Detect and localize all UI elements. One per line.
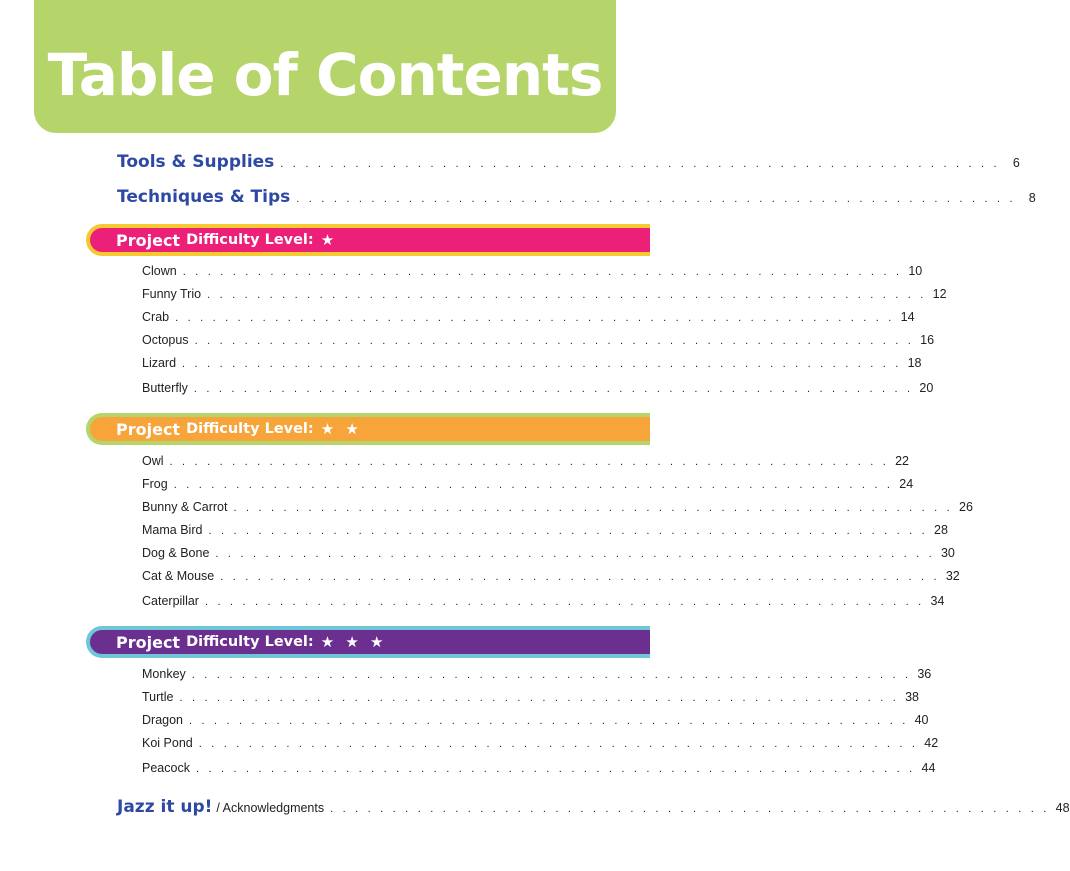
page-number: 20 (919, 381, 934, 395)
page-number: 30 (940, 546, 955, 560)
dot-leader: . . . . . . . . . . . . . . . . . . . . . . . . . . . . . . . . . . . . . . . . . . . . . . . . . . . . . . . . . . (173, 479, 894, 491)
page-number: 18 (907, 356, 922, 370)
toc-entry-butterfly[interactable] (142, 381, 934, 399)
toc-entry-title: Monkey (142, 667, 186, 681)
toc-entry-subtitle: / Acknowledgments (216, 801, 325, 815)
toc-entry-title: Dragon (142, 713, 183, 727)
toc-entry-title: Jazz it up! (117, 797, 213, 817)
dot-leader: . . . . . . . . . . . . . . . . . . . . . . . . . . . . . . . . . . . . . . . . . . . . . . . . . . . . . . . . . . (207, 289, 927, 301)
toc-entry-koi-pond[interactable] (142, 736, 939, 754)
dot-leader: . . . . . . . . . . . . . . . . . . . . . . . . . . . . . . . . . . . . . . . . . . . . . . . . . . . . . . . . . . (179, 692, 899, 704)
toc-entry-peacock[interactable] (142, 761, 936, 779)
difficulty-label: Difficulty Level: (186, 634, 314, 650)
page-number: 28 (934, 523, 948, 537)
toc-entry-bunny-carrot[interactable] (142, 500, 973, 518)
toc-entry-title: Butterfly (142, 381, 188, 395)
toc-entry-title: Mama Bird (142, 523, 203, 537)
page-number: 44 (921, 761, 936, 775)
toc-entry-title: Techniques & Tips (117, 187, 291, 207)
toc-entry-lizard[interactable] (142, 356, 922, 374)
dot-leader: . . . . . . . . . . . . . . . . . . . . . . . . . . . . . . . . . . . . . . . . . . . . . . . . . . . . . . . . . . (220, 571, 940, 583)
toc-entry-dog-bone[interactable] (142, 546, 955, 564)
page-number: 8 (1028, 191, 1036, 205)
dot-leader: . . . . . . . . . . . . . . . . . . . . . . . . . . . . . . . . . . . . . . . . . . . . . . . . . . . . . . . . . . (330, 803, 1050, 815)
dot-leader: . . . . . . . . . . . . . . . . . . . . . . . . . . . . . . . . . . . . . . . . . . . . . . . . . . . . . . . . . . (198, 738, 919, 750)
toc-entry-mama-bird[interactable] (142, 523, 948, 541)
toc-entry-clown[interactable] (142, 264, 923, 282)
dot-leader: . . . . . . . . . . . . . . . . . . . . . . . . . . . . . . . . . . . . . . . . . . . . . . . . . . . . . . . . . . (195, 763, 916, 775)
dot-leader: . . . . . . . . . . . . . . . . . . . . . . . . . . . . . . . . . . . . . . . . . . . . . . . . . . . . . . . . . . (194, 335, 915, 347)
page-number: 6 (1012, 156, 1020, 170)
project-word: Project (116, 230, 181, 250)
dot-leader: . . . . . . . . . . . . . . . . . . . . . . . . . . . . . . . . . . . . . . . . . . . . . . . . . . . . . . . . . . (204, 596, 925, 608)
toc-entry-caterpillar[interactable] (142, 594, 945, 612)
difficulty-label: Difficulty Level: (186, 421, 314, 437)
dot-leader: . . . . . . . . . . . . . . . . . . . . . . . . . . . . . . . . . . . . . . . . . . . . . . . . . . . . . . . . . . (169, 456, 889, 468)
page-number: 24 (899, 477, 914, 491)
toc-entry-title: Dog & Bone (142, 546, 210, 560)
toc-entry-title: Peacock (142, 761, 190, 775)
toc-entry-title: Turtle (142, 690, 174, 704)
dot-leader: . . . . . . . . . . . . . . . . . . . . . . . . . . . . . . . . . . . . . . . . . . . . . . . . . . . . . . . . . . (280, 158, 1000, 170)
toc-entry-title: Bunny & Carrot (142, 500, 228, 514)
dot-leader: . . . . . . . . . . . . . . . . . . . . . . . . . . . . . . . . . . . . . . . . . . . . . . . . . . . . . . . . . . (208, 525, 928, 537)
page-number: 36 (917, 667, 932, 681)
dot-leader: . . . . . . . . . . . . . . . . . . . . . . . . . . . . . . . . . . . . . . . . . . . . . . . . . . . . . . . . . . (182, 358, 902, 370)
page-number: 16 (920, 333, 935, 347)
dot-leader: . . . . . . . . . . . . . . . . . . . . . . . . . . . . . . . . . . . . . . . . . . . . . . . . . . . . . . . . . . (215, 548, 935, 560)
page-number: 34 (930, 594, 945, 608)
page-number: 48 (1055, 801, 1070, 815)
page-number: 32 (945, 569, 960, 583)
toc-entry-title: Koi Pond (142, 736, 193, 750)
project-word: Project (116, 419, 181, 439)
toc-entry-frog[interactable] (142, 477, 914, 495)
toc-entry-jazz-it-up[interactable] (117, 797, 1070, 823)
title-banner (34, 0, 616, 133)
page-number: 40 (914, 713, 929, 727)
page-number: 26 (959, 500, 973, 514)
toc-entry-cat-mouse[interactable] (142, 569, 960, 587)
dot-leader: . . . . . . . . . . . . . . . . . . . . . . . . . . . . . . . . . . . . . . . . . . . . . . . . . . . . . . . . . . (175, 312, 895, 324)
page-number: 42 (924, 736, 939, 750)
dot-leader: . . . . . . . . . . . . . . . . . . . . . . . . . . . . . . . . . . . . . . . . . . . . . . . . . . . . . . . . . . (296, 193, 1016, 205)
toc-entry-tools-supplies[interactable] (117, 152, 1020, 178)
page-title: Table of Contents (47, 41, 603, 109)
dot-leader: . . . . . . . . . . . . . . . . . . . . . . . . . . . . . . . . . . . . . . . . . . . . . . . . . . . . . . . . . . (193, 383, 914, 395)
toc-entry-dragon[interactable] (142, 713, 929, 731)
page-number: 38 (905, 690, 919, 704)
difficulty-label: Difficulty Level: (186, 232, 314, 248)
star-icon: ★ ★ ★ (320, 633, 387, 651)
toc-entry-title: Octopus (142, 333, 189, 347)
toc-entry-title: Frog (142, 477, 168, 491)
page-number: 14 (900, 310, 915, 324)
toc-entry-title: Caterpillar (142, 594, 199, 608)
page-number: 22 (895, 454, 909, 468)
toc-entry-monkey[interactable] (142, 667, 932, 685)
dot-leader: . . . . . . . . . . . . . . . . . . . . . . . . . . . . . . . . . . . . . . . . . . . . . . . . . . . . . . . . . . (191, 669, 912, 681)
page-number: 12 (932, 287, 947, 301)
page-number: 10 (908, 264, 923, 278)
toc-entry-techniques-tips[interactable] (117, 187, 1036, 213)
star-icon: ★ (320, 231, 338, 249)
toc-entry-crab[interactable] (142, 310, 915, 328)
toc-entry-title: Lizard (142, 356, 177, 370)
dot-leader: . . . . . . . . . . . . . . . . . . . . . . . . . . . . . . . . . . . . . . . . . . . . . . . . . . . . . . . . . . (189, 715, 909, 727)
toc-entry-title: Owl (142, 454, 164, 468)
toc-entry-title: Tools & Supplies (117, 152, 275, 172)
toc-entry-title: Clown (142, 264, 177, 278)
project-word: Project (116, 632, 181, 652)
dot-leader: . . . . . . . . . . . . . . . . . . . . . . . . . . . . . . . . . . . . . . . . . . . . . . . . . . . . . . . . . . (182, 266, 903, 278)
toc-entry-funny-trio[interactable] (142, 287, 947, 305)
toc-entry-owl[interactable] (142, 454, 909, 472)
toc-entry-title: Funny Trio (142, 287, 202, 301)
toc-entry-title: Crab (142, 310, 170, 324)
difficulty-level-3-banner (86, 626, 650, 658)
star-icon: ★ ★ (320, 420, 362, 438)
toc-entry-turtle[interactable] (142, 690, 919, 708)
difficulty-level-2-banner (86, 413, 650, 445)
toc-entry-title: Cat & Mouse (142, 569, 215, 583)
dot-leader: . . . . . . . . . . . . . . . . . . . . . . . . . . . . . . . . . . . . . . . . . . . . . . . . . . . . . . . . . . (233, 502, 953, 514)
toc-entry-octopus[interactable] (142, 333, 935, 351)
difficulty-level-1-banner (86, 224, 650, 256)
